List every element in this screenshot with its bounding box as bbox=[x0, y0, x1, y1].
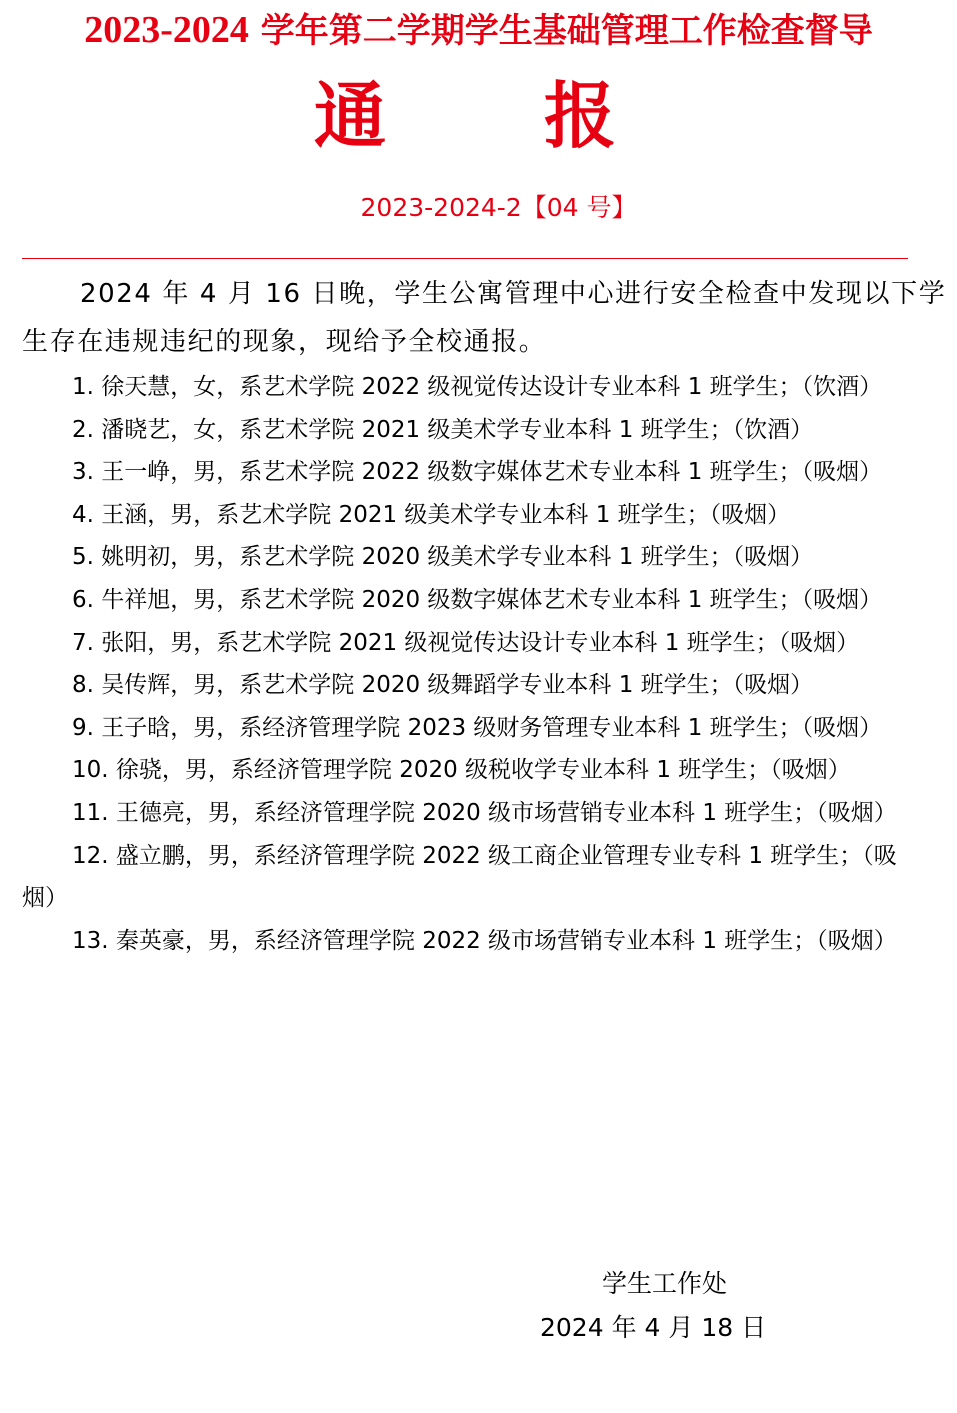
list-item: 2. 潘晓艺，女，系艺术学院 2021 级美术学专业本科 1 班学生；（饮酒） bbox=[72, 416, 814, 443]
intro-paragraph: 2024 年 4 月 16 日晚，学生公寓管理中心进行安全检查中发现以下学生存在违规违纪的现象，现给予全校通报。 bbox=[22, 279, 947, 357]
notice-title-char-1: 通 bbox=[314, 73, 387, 158]
list-item: 10. 徐骁，男，系经济管理学院 2020 级税收学专业本科 1 班学生；（吸烟） bbox=[72, 757, 851, 784]
issuing-office: 学生工作处 bbox=[602, 1269, 728, 1298]
notice-title bbox=[0, 70, 957, 162]
list-item: 13. 秦英豪，男，系经济管理学院 2022 级市场营销专业本科 1 班学生；（吸烟） bbox=[72, 927, 897, 954]
notice-title-char-2: 报 bbox=[544, 73, 617, 158]
list-item: 5. 姚明初，男，系艺术学院 2020 级美术学专业本科 1 班学生；（吸烟） bbox=[72, 544, 814, 571]
document-number-text: 2023-2024-2【04 号】 bbox=[360, 193, 637, 222]
list-item: 7. 张阳，男，系艺术学院 2021 级视觉传达设计专业本科 1 班学生；（吸烟） bbox=[72, 629, 860, 656]
list-item: 11. 王德亮，男，系经济管理学院 2020 级市场营销专业本科 1 班学生；（吸烟） bbox=[72, 799, 897, 826]
list-item: 9. 王子晗，男，系经济管理学院 2023 级财务管理专业本科 1 班学生；（吸烟） bbox=[72, 714, 883, 741]
list-item: 12. 盛立鹏，男，系经济管理学院 2022 级工商企业管理专业专科 1 班学生；（吸烟） bbox=[22, 842, 897, 912]
issue-date: 2024 年 4 月 18 日 bbox=[540, 1313, 767, 1342]
notice-heading bbox=[0, 6, 957, 55]
red-divider-line bbox=[22, 258, 908, 259]
list-item: 3. 王一峥，男，系艺术学院 2022 级数字媒体艺术专业本科 1 班学生；（吸烟） bbox=[72, 459, 883, 486]
list-item: 4. 王涵，男，系艺术学院 2021 级美术学专业本科 1 班学生；（吸烟） bbox=[72, 501, 791, 528]
heading-year: 2023-2024 bbox=[84, 9, 249, 51]
list-item: 1. 徐天慧，女，系艺术学院 2022 级视觉传达设计专业本科 1 班学生；（饮酒） bbox=[72, 374, 883, 400]
document-number bbox=[0, 188, 957, 228]
heading-text: 学年第二学期学生基础管理工作检查督导 bbox=[248, 11, 873, 51]
list-item: 6. 牛祥旭，男，系艺术学院 2020 级数字媒体艺术专业本科 1 班学生；（吸烟） bbox=[72, 586, 883, 613]
list-item: 8. 吴传辉，男，系艺术学院 2020 级舞蹈学专业本科 1 班学生；（吸烟） bbox=[72, 672, 814, 699]
violation-list bbox=[22, 366, 912, 962]
